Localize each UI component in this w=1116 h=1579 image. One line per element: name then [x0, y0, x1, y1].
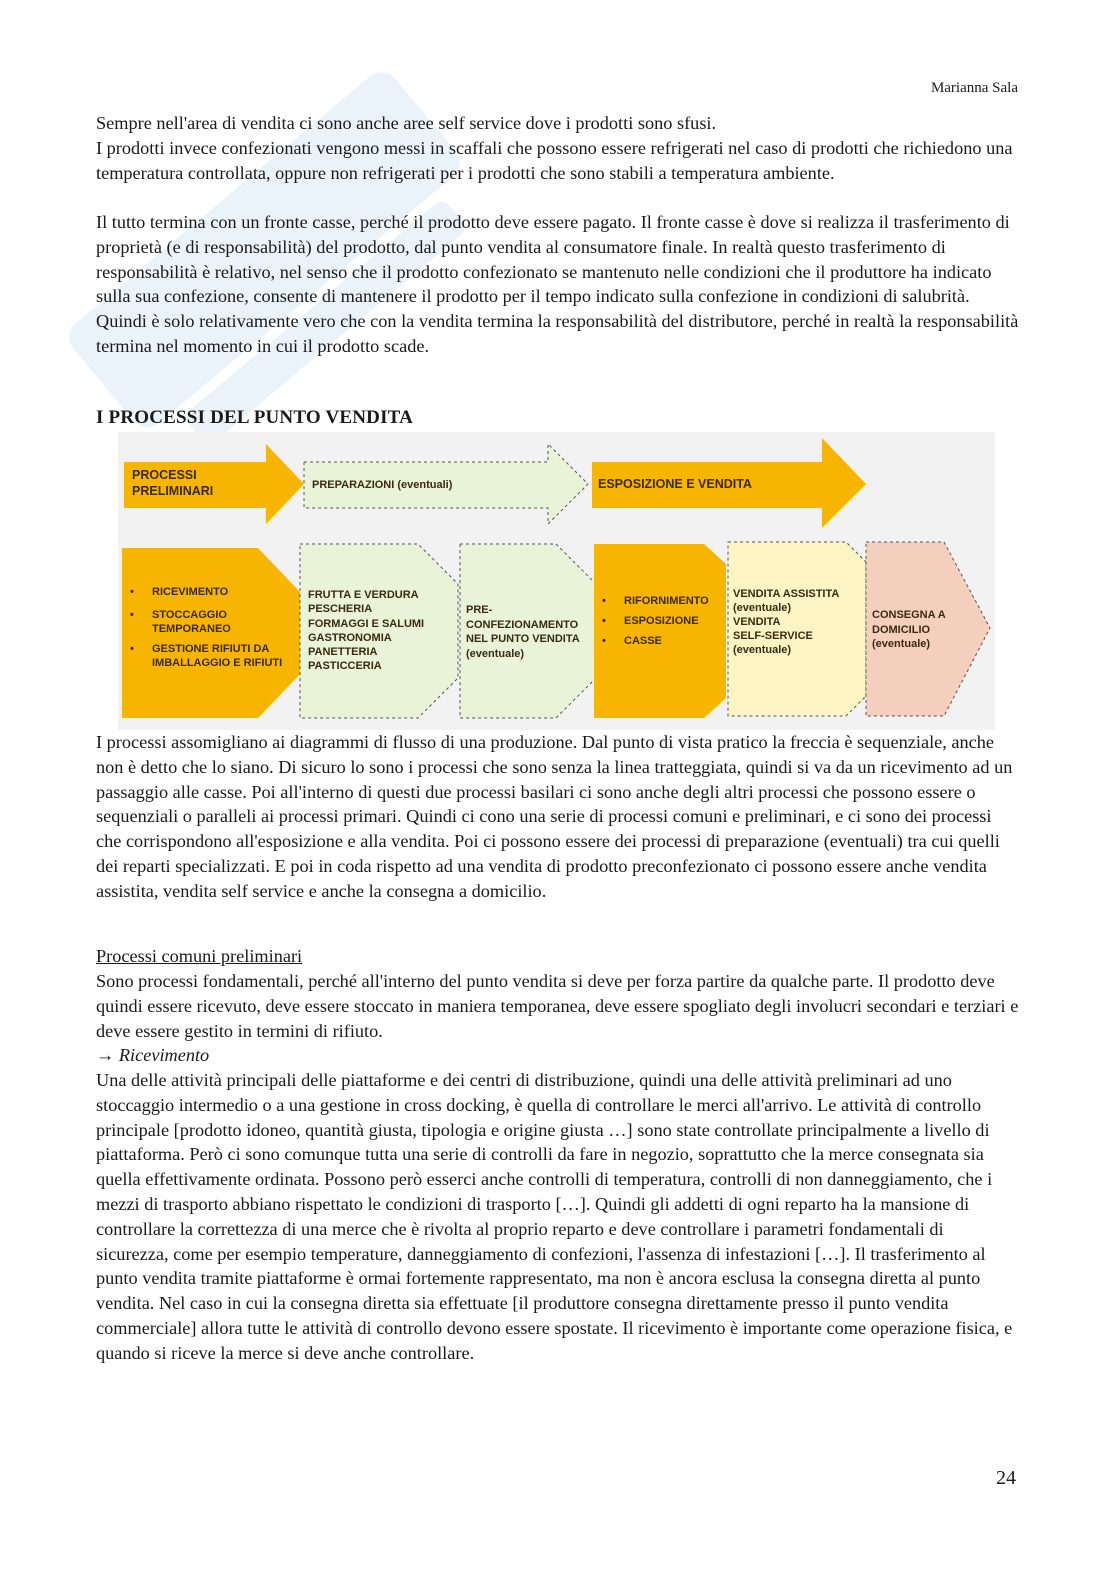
author-name: Marianna Sala	[930, 80, 1018, 96]
page-number: 24	[996, 1467, 1016, 1489]
box1-line-1: RICEVIMENTO	[152, 586, 229, 598]
paragraph-self-service: Sempre nell'area di vendita ci sono anche aree self service dove i prodotti sono sfusi.	[96, 113, 717, 133]
bullet-4: •	[602, 595, 606, 607]
label-preparazioni: PREPARAZIONI (eventuali)	[312, 479, 453, 491]
box4-line-2: ESPOSIZIONE	[624, 615, 699, 627]
subheading-processi-comuni: Processi comuni preliminari	[96, 946, 303, 966]
chevron-vendita	[728, 542, 866, 716]
bullet-5: •	[602, 615, 606, 627]
box1-line-4: GESTIONE RIFIUTI DA	[152, 643, 270, 655]
section-heading: I PROCESSI DEL PUNTO VENDITA	[96, 407, 414, 428]
box2-line-4: GASTRONOMIA	[308, 632, 392, 644]
box4-line-3: CASSE	[624, 635, 662, 647]
box6-line-2: DOMICILIO	[872, 624, 931, 636]
paragraph-fronte-casse: Il tutto termina con un fronte casse, perché il prodotto deve essere pagato. Il fronte casse è dove si realizza il trasferimento di proprietà (e di responsabilità) del prodotto, dal punto vendita al consumatore finale. In realtà questo trasferimento di responsabilità è relativo, nel senso che il prodotto confezionato se mantenuto nelle condizioni che il produttore ha indicato sulla sua confezione, consente di mantenere il prodotto per il tempo indicato sulla confezione in condizioni di salubrità. Quindi è solo relativamente vero che con la vendita termina la responsabilità del distributore, perché in realtà la responsabilità termina nel momento in cui il prodotto scade.	[96, 212, 1019, 356]
chevron-preconfezionamento	[460, 544, 596, 718]
box2-line-5: PANETTERIA	[308, 646, 378, 658]
box5-line-4: SELF-SERVICE	[733, 630, 813, 642]
bullet-6: •	[602, 635, 606, 647]
paragraph-processi: I processi assomigliano ai diagrammi di flusso di una produzione. Dal punto di vista pratico la freccia è sequenziale, anche non è detto che lo siano. Di sicuro lo sono i processi che sono senza la linea tratteggiata, quindi si va da un ricevimento ad un passaggio alle casse. Poi all'interno di questi due processi basilari ci sono anche degli altri processi che possono essere o sequenziali o paralleli ai processi primari. Quindi ci cono una serie di processi comuni e preliminari, e ci sono dei processi che corrispondono all'esposizione e alla vendita. Poi ci possono essere dei processi di preparazione (eventuali) tra cui quelli dei reparti specializzati. E poi in coda rispetto ad una vendita di prodotto preconfezionato ci possono essere anche vendita assistita, vendita self service e anche la consegna a domicilio.	[96, 732, 1013, 901]
box2-line-6: PASTICCERIA	[308, 660, 382, 672]
paragraph-fondamentali: Sono processi fondamentali, perché all'interno del punto vendita si deve per forza partire da qualche parte. Il prodotto deve quindi essere ricevuto, deve essere stoccato in maniera temporanea, deve essere spogliato degli involucri secondari e terziari e deve essere gestito in termini di rifiuto.	[96, 971, 1019, 1041]
box5-line-1: VENDITA ASSISTITA	[733, 588, 840, 600]
box3-line-4: (eventuale)	[466, 648, 525, 660]
box4-line-1: RIFORNIMENTO	[624, 595, 709, 607]
box3-line-2: CONFEZIONAMENTO	[466, 619, 579, 631]
process-diagram	[118, 432, 995, 730]
label-ricevimento: → Ricevimento	[96, 1045, 210, 1065]
label-processi-1: PROCESSI	[132, 468, 197, 482]
paragraph-ricevimento: Una delle attività principali delle piattaforme e dei centri di distribuzione, quindi una delle attività preliminari ad uno stoccaggio intermedio o a una gestione in cross docking, è quella di controllare le merci all'arrivo. Le attività di controllo principale [prodotto idoneo, quantità giusta, tipologia e origine giusta …] sono state controllate principalmente a livello di piattaforma. Però ci sono comunque tutta una serie di controlli da fare in negozio, soprattutto che la merce consegnata sia quella effettivamente ordinata. Possono però esserci anche controlli di temperatura, controlli di non danneggiamento, che i mezzi di trasporto abbiano rispettato le condizioni di trasporto […]. Quindi gli addetti di ogni reparto ha la mansione di controllare la correttezza di una merce che è rivolta al proprio reparto e deve controllare i parametri fondamentali di sicurezza, come per esempio temperature, danneggiamento di confezioni, l'assenza di infestazioni […]. Il trasferimento al punto vendita tramite piattaforme è ormai fortemente rappresentato, ma non è ancora esclusa la consegna diretta al punto vendita. Nel caso in cui la consegna diretta sia effettuate [il produttore consegna direttamente presso il punto vendita commerciale] allora tutte le attività di controllo devono essere spostate. Il ricevimento è importante come operazione fisica, e quando si riceve la merce si deve anche controllare.	[96, 1070, 1013, 1363]
paragraph-scaffali: I prodotti invece confezionati vengono messi in scaffali che possono essere refrigerati nel caso di prodotti che richiedono una temperatura controllata, oppure non refrigerati per i prodotti che sono stabili a temperatura ambiente.	[96, 138, 1013, 183]
bullet-3: •	[130, 643, 134, 655]
box1-line-5: IMBALLAGGIO E RIFIUTI	[152, 657, 283, 669]
box2-line-2: PESCHERIA	[308, 603, 373, 615]
box6-line-3: (eventuale)	[872, 638, 931, 650]
bullet-2: •	[130, 609, 134, 621]
box1-line-3: TEMPORANEO	[152, 623, 231, 635]
box5-line-2: (eventuale)	[733, 602, 792, 614]
bullet-1: •	[130, 586, 134, 598]
box3-line-3: NEL PUNTO VENDITA	[466, 633, 580, 645]
box5-line-3: VENDITA	[733, 616, 781, 628]
box6-line-1: CONSEGNA A	[872, 609, 946, 621]
chevron-rifornimento	[594, 544, 726, 718]
box2-line-1: FRUTTA E VERDURA	[308, 589, 419, 601]
box3-line-1: PRE-	[466, 604, 493, 616]
box1-line-2: STOCCAGGIO	[152, 609, 227, 621]
box5-line-5: (eventuale)	[733, 644, 792, 656]
label-processi-2: PRELIMINARI	[132, 484, 214, 498]
label-esposizione: ESPOSIZIONE E VENDITA	[598, 477, 752, 491]
chevron-reparti	[300, 544, 458, 718]
box2-line-3: FORMAGGI E SALUMI	[308, 618, 425, 630]
